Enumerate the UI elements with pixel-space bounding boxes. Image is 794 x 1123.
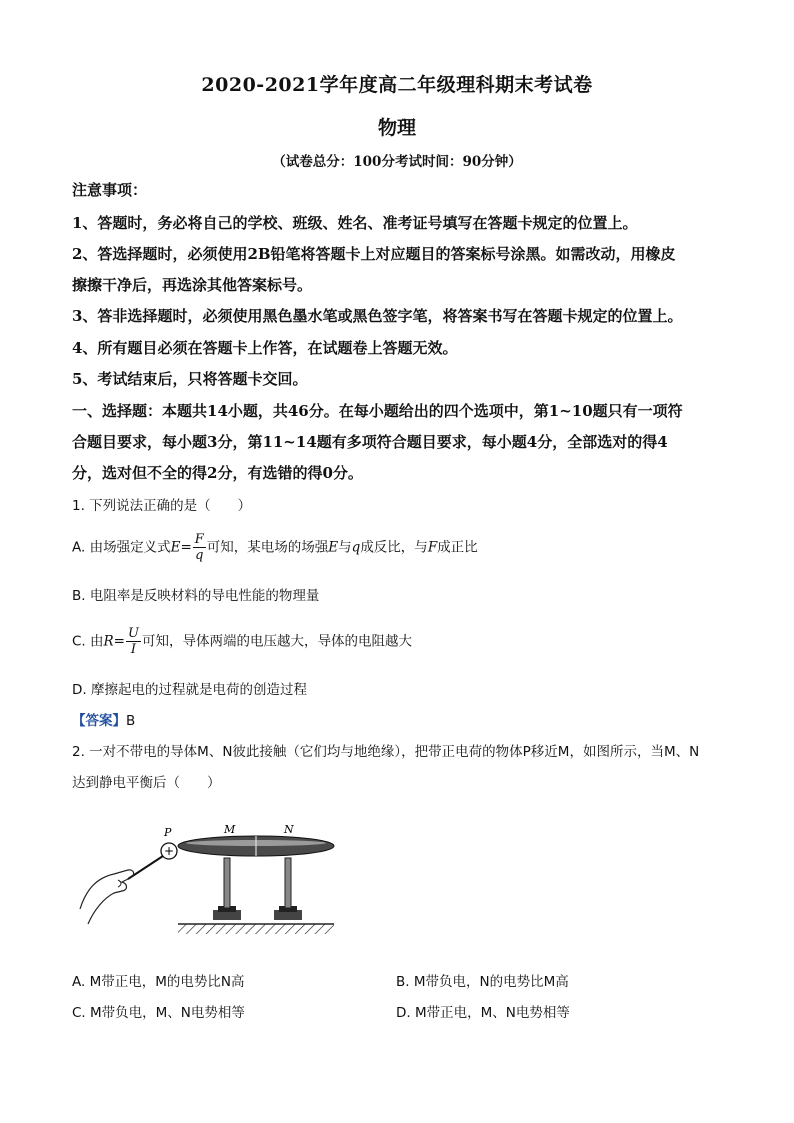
option-a-text: 与 xyxy=(338,539,352,556)
fraction-numerator: F xyxy=(194,532,204,547)
formula-lhs: E= xyxy=(170,539,192,556)
note-item: 擦擦干净后，再选涂其他答案标号。 xyxy=(72,276,313,294)
note-item: 3、答非选择题时，必须使用黑色墨水笔或黑色签字笔，将答案书写在答题卡规定的位置上。 xyxy=(72,307,683,325)
stand-post-m xyxy=(224,858,230,908)
question-2-stem: 2. 一对不带电的导体M、N彼此接触（它们均与地绝缘），把带正电荷的物体P移近M，如图所示，当M、N xyxy=(72,744,700,760)
note-item: 5、考试结束后，只将答题卡交回。 xyxy=(72,370,308,388)
option-a-prefix: A. 由场强定义式 xyxy=(72,539,171,556)
fraction-numerator: U xyxy=(128,626,139,641)
fraction-f-over-q xyxy=(193,532,206,563)
hand-outline xyxy=(80,870,134,924)
question-1-answer xyxy=(72,711,752,731)
option-c-prefix: C. 由 xyxy=(72,633,104,650)
answer-tag: 【答案】 xyxy=(72,713,126,729)
label-p: P xyxy=(164,826,172,839)
fraction-denominator: q xyxy=(193,547,206,563)
question-2-stem-cont: 达到静电平衡后（ ） xyxy=(72,775,221,791)
variable-e: E xyxy=(328,539,339,556)
note-item: 1、答题时，务必将自己的学校、班级、姓名、准考证号填写在答题卡规定的位置上。 xyxy=(72,214,638,232)
fraction-u-over-i xyxy=(126,626,141,657)
option-a-text: 成正比 xyxy=(437,539,478,556)
variable-q: q xyxy=(351,539,361,556)
section-instruction: 一、选择题：本题共14小题，共46分。在每小题给出的四个选项中，第1~10题只有一项符 xyxy=(72,402,683,420)
question-1-option-a xyxy=(72,532,752,563)
conductor-figure xyxy=(78,824,338,944)
question-2-option-b: B. M带负电，N的电势比M高 xyxy=(396,974,569,990)
note-item: 4、所有题目必须在答题卡上作答，在试题卷上答题无效。 xyxy=(72,339,458,357)
variable-f: F xyxy=(427,539,438,556)
section-instruction: 合题目要求，每小题3分，第11~14题有多项符合题目要求，每小题4分，全部选对的得4 xyxy=(72,433,668,451)
formula-lhs: R= xyxy=(103,633,125,650)
question-1-option-d: D. 摩擦起电的过程就是电荷的创造过程 xyxy=(72,682,307,698)
note-item: 2、答选择题时，必须使用2B铅笔将答题卡上对应题目的答案标号涂黑。如需改动，用橡皮 xyxy=(72,245,676,263)
exam-info: （试卷总分：100分考试时间：90分钟） xyxy=(272,154,522,170)
notes-heading: 注意事项： xyxy=(72,181,148,199)
question-1-option-b: B. 电阻率是反映材料的导电性能的物理量 xyxy=(72,588,320,604)
question-1-option-c xyxy=(72,626,752,657)
question-2-option-a: A. M带正电，M的电势比N高 xyxy=(72,974,245,990)
fraction-denominator: I xyxy=(126,641,141,657)
section-instruction: 分，选对但不全的得2分，有选错的得0分。 xyxy=(72,464,363,482)
label-m: M xyxy=(224,824,236,836)
option-a-text: 可知，某电场的场强 xyxy=(206,539,329,556)
ground-hatch xyxy=(178,924,334,934)
hand-finger xyxy=(118,880,121,887)
subject-title: 物理 xyxy=(377,117,416,139)
question-2-option-c: C. M带负电，M、N电势相等 xyxy=(72,1005,245,1021)
exam-title: 2020-2021学年度高二年级理科期末考试卷 xyxy=(201,74,593,96)
positive-charge: + xyxy=(163,844,175,858)
stand-post-n xyxy=(285,858,291,908)
question-2-option-d: D. M带正电，M、N电势相等 xyxy=(396,1005,570,1021)
option-c-text: 可知，导体两端的电压越大，导体的电阻越大 xyxy=(141,633,412,650)
option-a-text: 成反比，与 xyxy=(360,539,428,556)
label-n: N xyxy=(284,824,294,836)
answer-value: B xyxy=(126,713,136,729)
question-1-stem: 1. 下列说法正确的是（ ） xyxy=(72,498,252,514)
